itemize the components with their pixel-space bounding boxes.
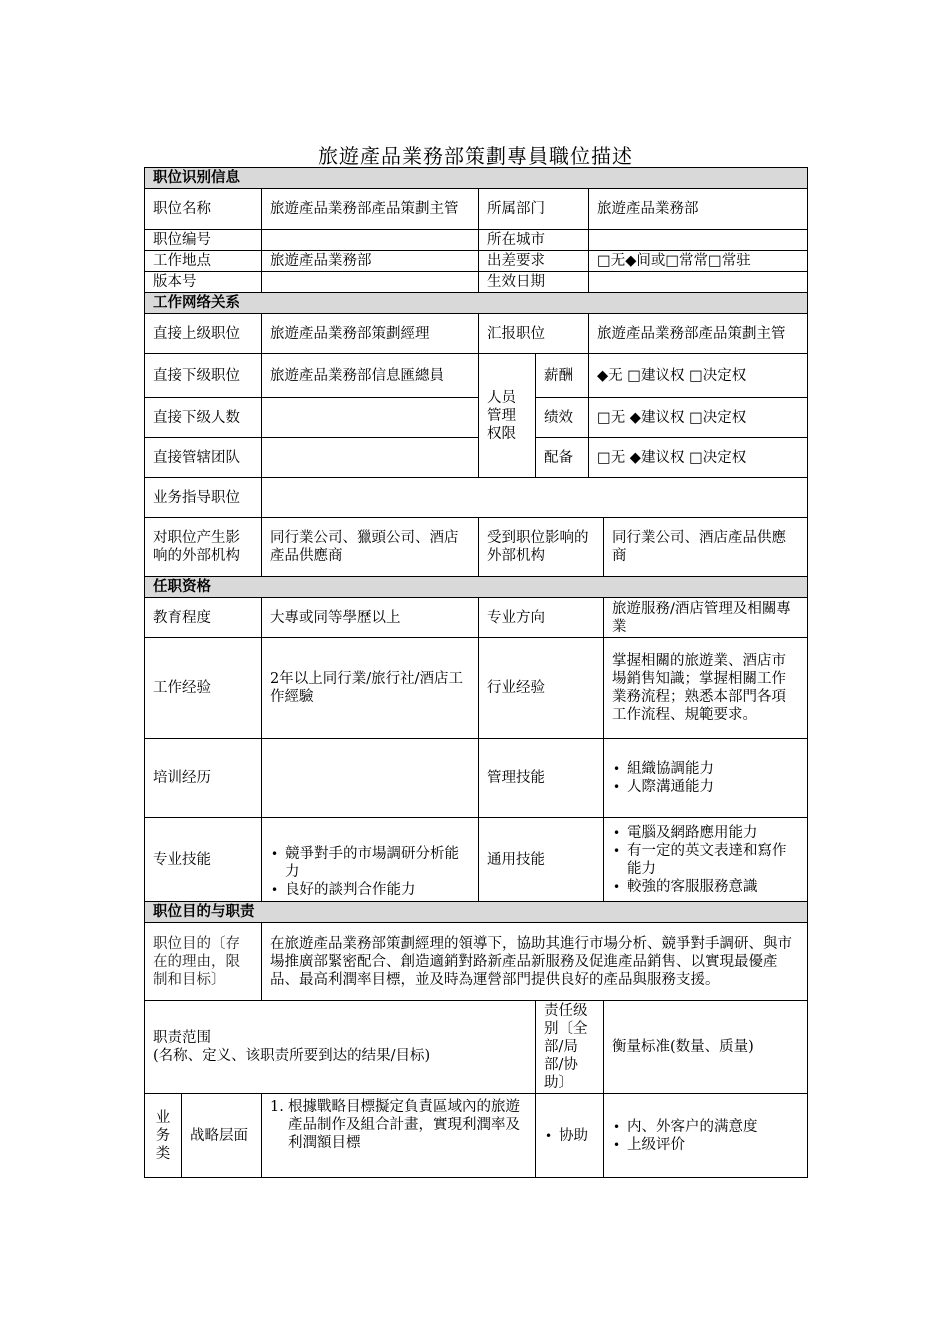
subordinate-count-value xyxy=(262,398,479,438)
position-code-value xyxy=(262,230,479,251)
position-name-value: 旅遊產品業務部產品策劃主管 xyxy=(262,189,479,230)
document-title: 旅遊產品業務部策劃專員職位描述 xyxy=(318,144,633,168)
list-item: • 電腦及網路應用能力 xyxy=(612,824,799,842)
duty-scope-subtitle: (名称、定义、该职责所要到达的结果/目标) xyxy=(153,1048,431,1064)
version-label: 版本号 xyxy=(145,272,262,293)
duty-item-number: 1. xyxy=(270,1099,284,1115)
guided-position-label: 业务指导职位 xyxy=(145,478,262,518)
measure-standard-header: 衡量标准(数量、质量) xyxy=(604,1001,808,1094)
position-name-label: 职位名称 xyxy=(145,189,262,230)
department-label: 所属部门 xyxy=(479,189,589,230)
list-item: • 协助 xyxy=(544,1127,595,1145)
duty-item-measures xyxy=(604,1094,808,1178)
effective-date-label: 生效日期 xyxy=(479,272,589,293)
staffing-authority-label: 配备 xyxy=(536,438,589,478)
training-value xyxy=(262,739,479,818)
city-value xyxy=(589,230,808,251)
list-item: • 競爭對手的市場調研分析能力 xyxy=(270,845,470,881)
external-influencer-value: 同行業公司、獵頭公司、酒店產品供應商 xyxy=(262,518,479,577)
industry-experience-label: 行业经验 xyxy=(479,638,604,739)
industry-experience-value: 掌握相關的旅遊業、酒店市場銷售知識；掌握相關工作業務流程；熟悉本部門各項工作流程、規範要求。 xyxy=(604,638,808,739)
business-category-label: 业务类 xyxy=(145,1094,182,1178)
work-experience-value: 2年以上同行業/旅行社/酒店工作經驗 xyxy=(262,638,479,739)
salary-authority-label: 薪酬 xyxy=(536,354,589,398)
section-header-network: 工作网络关系 xyxy=(145,293,808,314)
duty-scope-header xyxy=(145,1001,536,1094)
job-description-table xyxy=(144,167,808,1178)
list-item: • 良好的談判合作能力 xyxy=(270,881,470,899)
external-influencer-label: 对职位产生影响的外部机构 xyxy=(145,518,262,577)
travel-value: □无◆间或□常常□常驻 xyxy=(589,251,808,272)
professional-skills-value xyxy=(262,818,479,902)
duty-item-text: 根據戰略目標擬定負責區域內的旅遊產品制作及組合計畫，實現利潤率及利潤額目標 xyxy=(288,1099,520,1151)
purpose-value: 在旅遊產品業務部策劃經理的領導下，協助其進行市場分析、競爭對手調研、與市場推廣部緊密配合、創造適銷對路新產品新服務及促進產品銷售、以實現最優產品、最高利潤率目標，並及時為運營部門提供良好的產品與服務支援。 xyxy=(262,923,808,1001)
duty-item-level xyxy=(536,1094,604,1178)
version-value xyxy=(262,272,479,293)
purpose-label: 职位目的〔存在的理由，限制和目标〕 xyxy=(145,923,262,1001)
staffing-authority-value: □无 ◆建议权 □决定权 xyxy=(589,438,808,478)
position-code-label: 职位编号 xyxy=(145,230,262,251)
general-skills-label: 通用技能 xyxy=(479,818,604,902)
guided-position-value xyxy=(262,478,808,518)
section-header-duties: 职位目的与职责 xyxy=(145,902,808,923)
list-item: • 人際溝通能力 xyxy=(612,778,799,796)
direct-subordinate-value: 旅遊產品業務部信息匯總員 xyxy=(262,354,479,398)
subordinate-count-label: 直接下级人数 xyxy=(145,398,262,438)
department-value: 旅遊產品業務部 xyxy=(589,189,808,230)
duty-scope-label: 职责范围 xyxy=(153,1030,211,1046)
duty-item xyxy=(262,1094,536,1178)
education-label: 教育程度 xyxy=(145,598,262,638)
work-experience-label: 工作经验 xyxy=(145,638,262,739)
list-item: • 内、外客户的满意度 xyxy=(612,1118,799,1136)
travel-label: 出差要求 xyxy=(479,251,589,272)
staff-authority-label: 人员管理权限 xyxy=(479,354,536,478)
section-header-qualification: 任职资格 xyxy=(145,577,808,598)
list-item: • 較強的客服服務意識 xyxy=(612,878,799,896)
major-label: 专业方向 xyxy=(479,598,604,638)
affected-external-value: 同行業公司、酒店產品供應商 xyxy=(604,518,808,577)
list-item: • 有一定的英文表達和寫作能力 xyxy=(612,842,799,878)
list-item: • 組織協調能力 xyxy=(612,760,799,778)
work-location-value: 旅遊產品業務部 xyxy=(262,251,479,272)
education-value: 大專或同等學歷以上 xyxy=(262,598,479,638)
training-label: 培训经历 xyxy=(145,739,262,818)
management-skills-label: 管理技能 xyxy=(479,739,604,818)
section-header-identification: 职位识别信息 xyxy=(145,168,808,189)
direct-superior-label: 直接上级职位 xyxy=(145,314,262,354)
list-item: • 上级评价 xyxy=(612,1136,799,1154)
managed-team-label: 直接管辖团队 xyxy=(145,438,262,478)
direct-superior-value: 旅遊產品業務部策劃經理 xyxy=(262,314,479,354)
strategy-level-label: 战略层面 xyxy=(182,1094,262,1178)
direct-subordinate-label: 直接下级职位 xyxy=(145,354,262,398)
report-position-value: 旅遊產品業務部產品策劃主管 xyxy=(589,314,808,354)
salary-authority-value: ◆无 □建议权 □决定权 xyxy=(589,354,808,398)
major-value: 旅遊服務/酒店管理及相關專業 xyxy=(604,598,808,638)
performance-authority-value: □无 ◆建议权 □决定权 xyxy=(589,398,808,438)
effective-date-value xyxy=(589,272,808,293)
city-label: 所在城市 xyxy=(479,230,589,251)
professional-skills-label: 专业技能 xyxy=(145,818,262,902)
management-skills-value xyxy=(604,739,808,818)
responsibility-level-header: 责任级别〔全部/局部/协助〕 xyxy=(536,1001,604,1094)
managed-team-value xyxy=(262,438,479,478)
affected-external-label: 受到职位影响的外部机构 xyxy=(479,518,604,577)
performance-authority-label: 绩效 xyxy=(536,398,589,438)
general-skills-value xyxy=(604,818,808,902)
work-location-label: 工作地点 xyxy=(145,251,262,272)
report-position-label: 汇报职位 xyxy=(479,314,589,354)
